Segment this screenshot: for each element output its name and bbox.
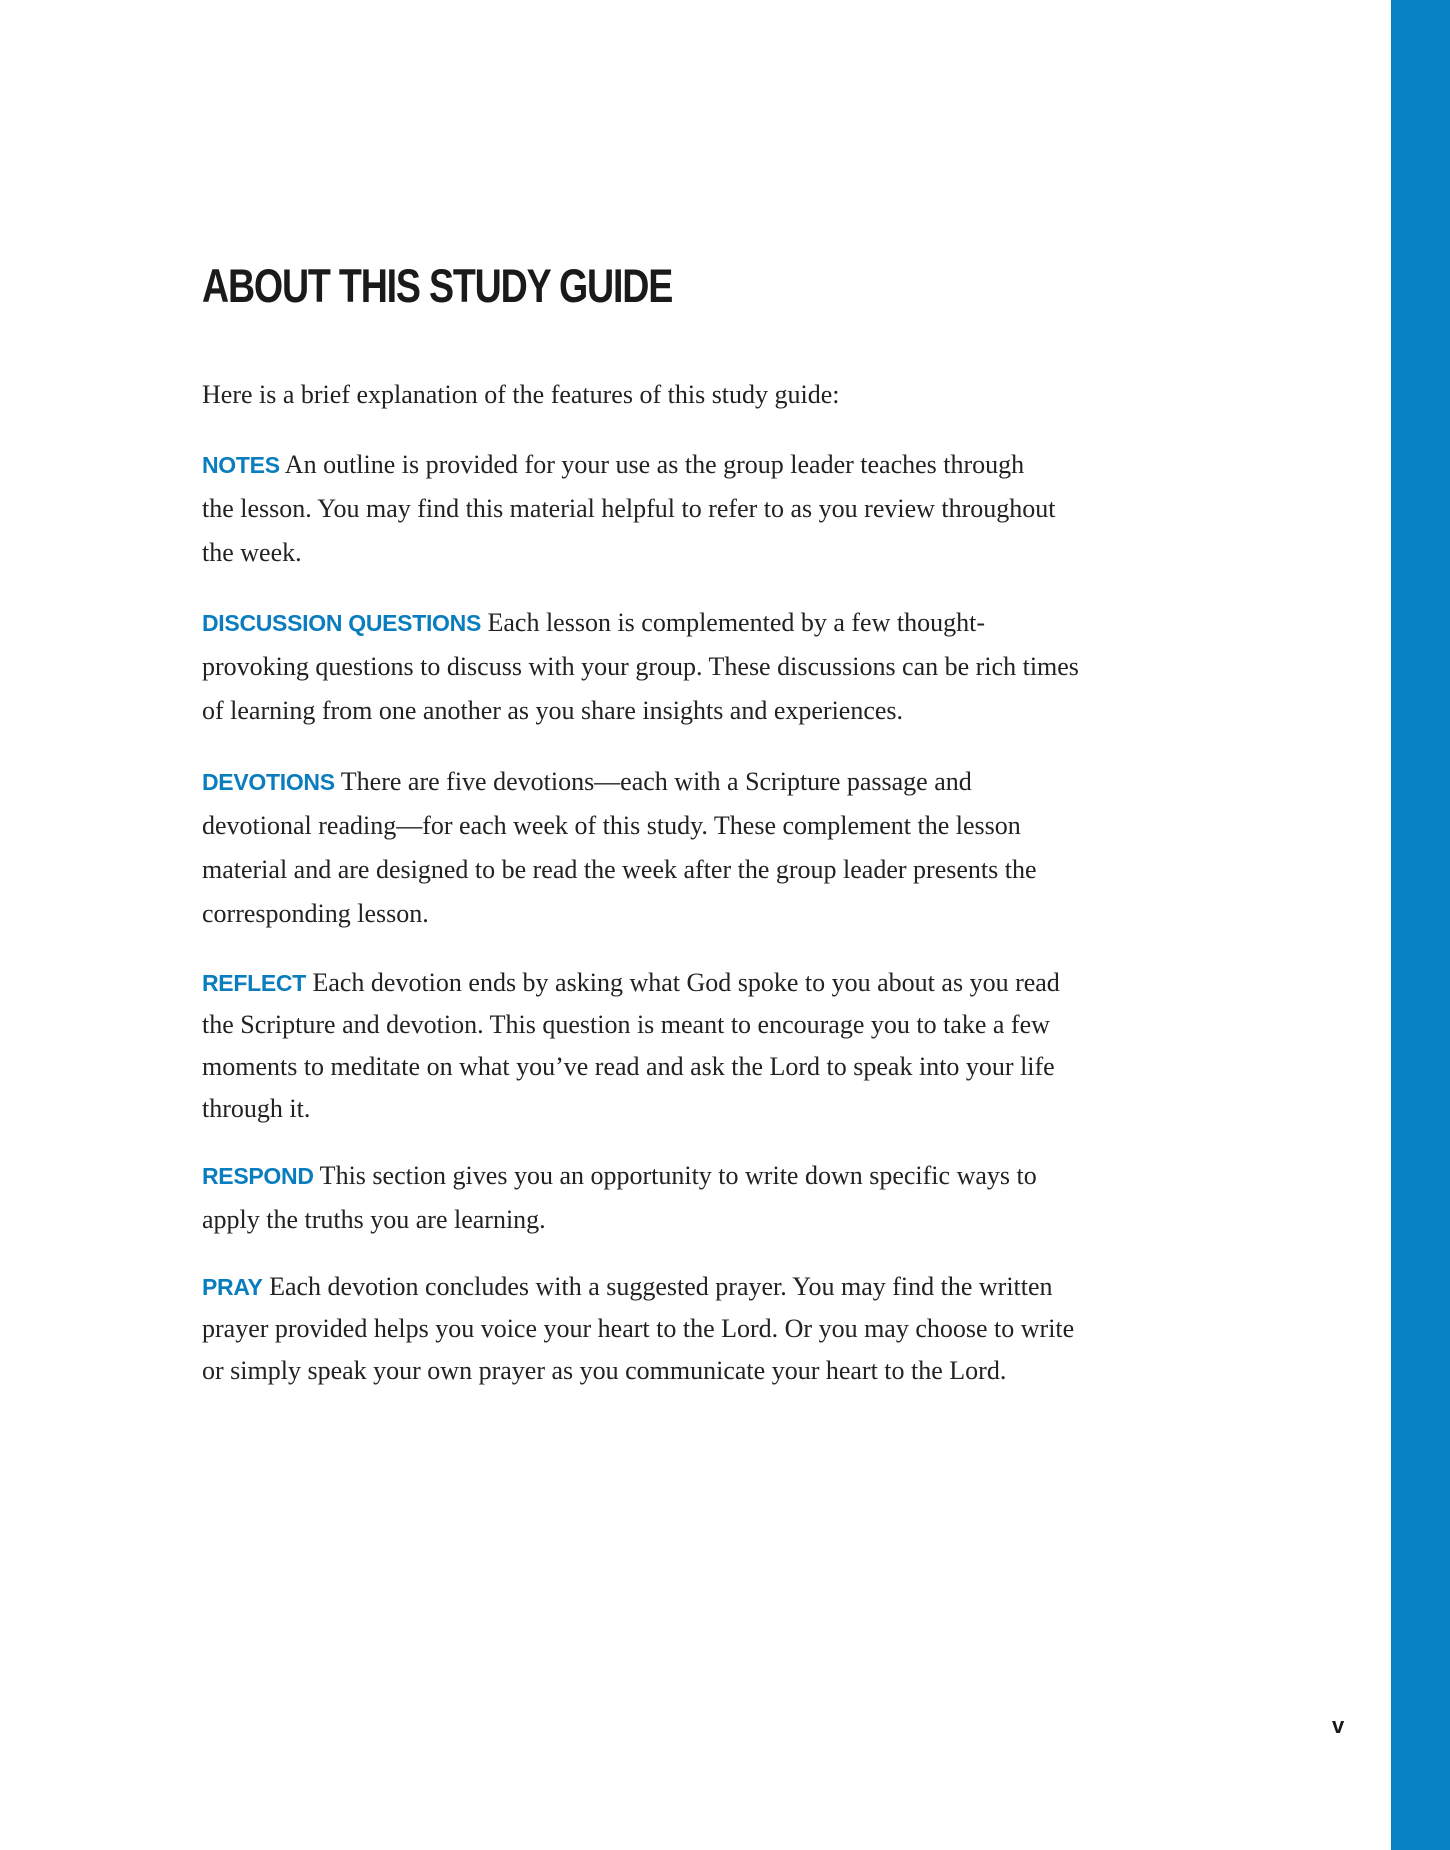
- section-label: REFLECT: [202, 970, 306, 996]
- section-text: Each devotion ends by asking what God spoke to you about as you read: [305, 968, 1060, 997]
- section-text: the week.: [202, 538, 302, 567]
- section-text: prayer provided helps you voice your heart to the Lord. Or you may choose to write: [202, 1314, 1075, 1343]
- section-text: material and are designed to be read the week after the group leader presents the: [202, 855, 1037, 884]
- section-text: This section gives you an opportunity to write down specific ways to: [313, 1161, 1037, 1190]
- page-title: ABOUT THIS STUDY GUIDE: [202, 259, 673, 312]
- section-text: An outline is provided for your use as the group leader teaches through: [279, 450, 1025, 479]
- section-first-line: [202, 968, 1060, 998]
- page-number: v: [1332, 1713, 1345, 1738]
- section-label: DEVOTIONS: [202, 769, 335, 795]
- blue-sidebar-band: [1391, 0, 1450, 1850]
- section-label: RESPOND: [202, 1163, 314, 1189]
- section-text: There are five devotions—each with a Scripture passage and: [334, 767, 972, 796]
- section-label: NOTES: [202, 452, 280, 478]
- section-text: Each devotion concludes with a suggested prayer. You may find the written: [262, 1272, 1053, 1301]
- section-text: apply the truths you are learning.: [202, 1205, 546, 1234]
- section-first-line: [202, 1161, 1037, 1191]
- section-text: provoking questions to discuss with your group. These discussions can be rich times: [202, 652, 1079, 681]
- section-first-line: [202, 608, 985, 638]
- section-label: DISCUSSION QUESTIONS: [202, 610, 481, 636]
- intro-text: Here is a brief explanation of the features of this study guide:: [202, 380, 840, 409]
- section-label: PRAY: [202, 1274, 263, 1300]
- section-text: devotional reading—for each week of this study. These complement the lesson: [202, 811, 1021, 840]
- section-text: moments to meditate on what you’ve read and ask the Lord to speak into your life: [202, 1052, 1055, 1081]
- section-text: of learning from one another as you share insights and experiences.: [202, 696, 904, 725]
- section-text: the lesson. You may find this material helpful to refer to as you review throughout: [202, 494, 1056, 523]
- section-first-line: [202, 1272, 1053, 1302]
- section-first-line: [202, 450, 1024, 480]
- section-text: the Scripture and devotion. This question is meant to encourage you to take a few: [202, 1010, 1050, 1039]
- section-first-line: [202, 767, 972, 797]
- section-text: or simply speak your own prayer as you communicate your heart to the Lord.: [202, 1356, 1007, 1385]
- section-text: through it.: [202, 1094, 311, 1123]
- section-text: Each lesson is complemented by a few thought-: [481, 608, 985, 637]
- section-text: corresponding lesson.: [202, 899, 429, 928]
